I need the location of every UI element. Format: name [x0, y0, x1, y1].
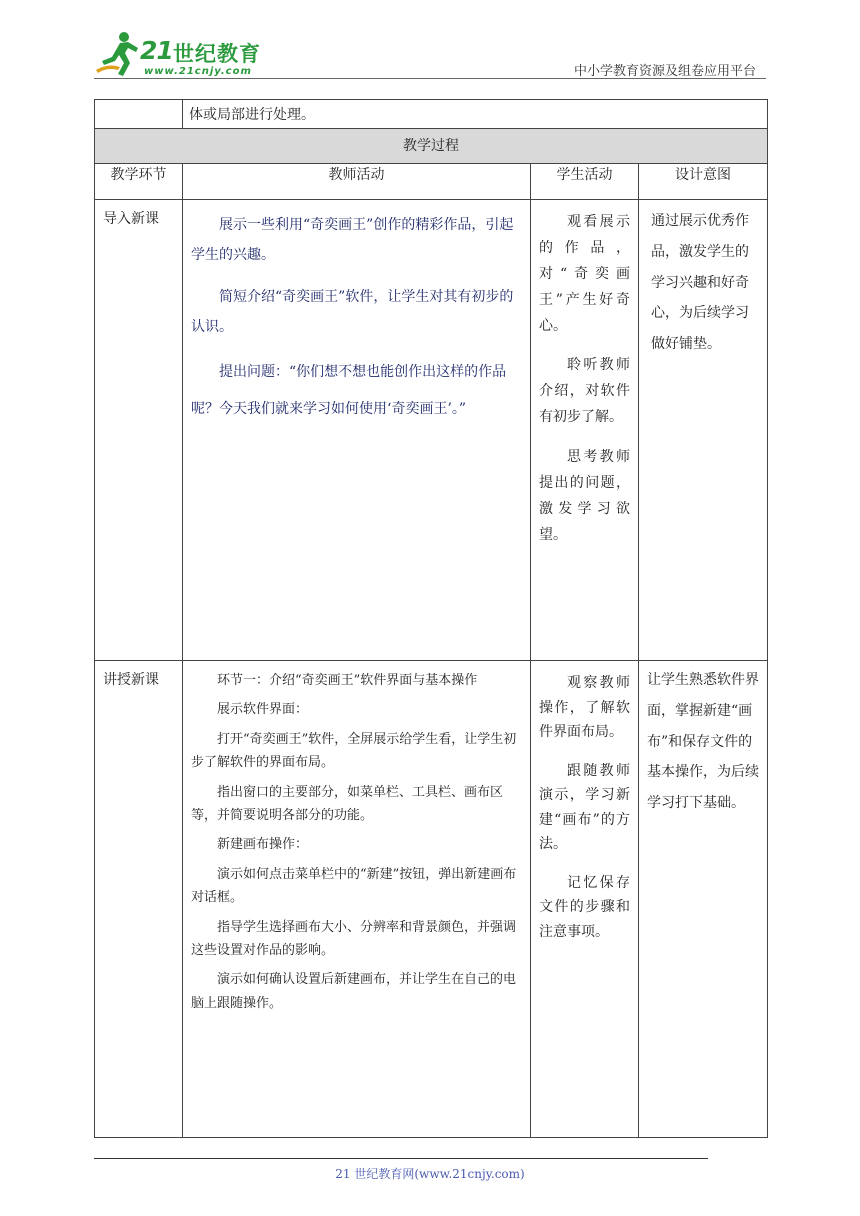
teacher-paragraph: 演示如何点击菜单栏中的“新建”按钮，弹出新建画布对话框。: [191, 866, 517, 906]
table-row: [95, 661, 768, 1138]
teacher-paragraph: 展示一些利用“奇奕画王”创作的精彩作品，引起学生的兴趣。: [191, 217, 514, 264]
section-title-row: [95, 129, 768, 164]
design-intent-text: 通过展示优秀作品，激发学生的学习兴趣和好奇心，为后续学习做好铺垫。: [651, 213, 749, 353]
student-paragraph: 思考教师提出的问题，激发学习欲望。: [539, 449, 630, 543]
teacher-paragraph: 指出窗口的主要部分，如菜单栏、工具栏、画布区等，并简要说明各部分的功能。: [191, 784, 504, 823]
teacher-paragraph: 新建画布操作：: [217, 837, 309, 853]
platform-name: 中小学教育资源及组卷应用平台: [573, 64, 756, 79]
teacher-paragraph: 展示软件界面：: [217, 702, 309, 718]
continuation-empty-cell: [95, 100, 183, 129]
page-footer: 21 世纪教育网(www.21cnjy.com): [335, 1167, 525, 1181]
teacher-paragraph: 环节一：介绍“奇奕画王”软件界面与基本操作: [217, 673, 478, 688]
teacher-paragraph: 打开“奇奕画王”软件，全屏展示给学生看，让学生初步了解软件的界面布局。: [191, 731, 517, 771]
runner-logo-icon: [94, 30, 142, 78]
continuation-row: [95, 100, 768, 129]
continuation-text: 体或局部进行处理。: [183, 100, 768, 129]
teacher-paragraph: 提出问题：“你们想不想也能创作出这样的作品呢？今天我们就来学习如何使用‘奇奕画王’。”: [191, 364, 507, 417]
site-logo: [94, 30, 264, 80]
page-header: [0, 0, 860, 82]
student-paragraph: 记忆保存文件的步骤和注意事项。: [539, 874, 630, 940]
teacher-activity-cell: [183, 661, 531, 1138]
design-intent-cell: [639, 200, 768, 661]
table-row: [95, 200, 768, 661]
column-header-stage: 教学环节: [95, 164, 183, 200]
logo-number: 21: [140, 36, 173, 65]
logo-url: www.21cnjy.com: [144, 66, 252, 77]
column-header-row: [95, 164, 768, 200]
stage-cell: 导入新课: [95, 200, 183, 661]
column-header-intent: 设计意图: [639, 164, 768, 200]
student-paragraph: 观察教师操作，了解软件界面布局。: [539, 675, 630, 740]
lesson-plan-table: [94, 99, 768, 1138]
column-header-teacher: 教师活动: [183, 164, 531, 200]
design-intent-text: 让学生熟悉软件界面，掌握新建“画布”和保存文件的基本操作，为后续学习打下基础。: [647, 672, 759, 812]
teacher-paragraph: 简短介绍“奇奕画王”软件，让学生对其有初步的认识。: [191, 289, 514, 336]
design-intent-cell: [639, 661, 768, 1138]
teacher-paragraph: 指导学生选择画布大小、分辨率和背景颜色，并强调这些设置对作品的影响。: [191, 919, 517, 958]
logo-text: 世纪教育: [173, 42, 261, 66]
student-paragraph: 观看展示的作品，对“奇奕画王”产生好奇心。: [539, 214, 630, 334]
student-paragraph: 聆听教师介绍，对软件有初步了解。: [539, 357, 630, 426]
student-activity-cell: [531, 200, 639, 661]
section-title: 教学过程: [95, 129, 768, 164]
teacher-paragraph: 演示如何确认设置后新建画布，并让学生在自己的电脑上跟随操作。: [191, 972, 517, 1011]
header-divider: [94, 78, 766, 79]
stage-cell: 讲授新课: [95, 661, 183, 1138]
teacher-activity-cell: [183, 200, 531, 661]
footer-divider: [94, 1158, 708, 1159]
column-header-student: 学生活动: [531, 164, 639, 200]
student-paragraph: 跟随教师演示，学习新建“画布”的方法。: [539, 762, 630, 852]
student-activity-cell: [531, 661, 639, 1138]
